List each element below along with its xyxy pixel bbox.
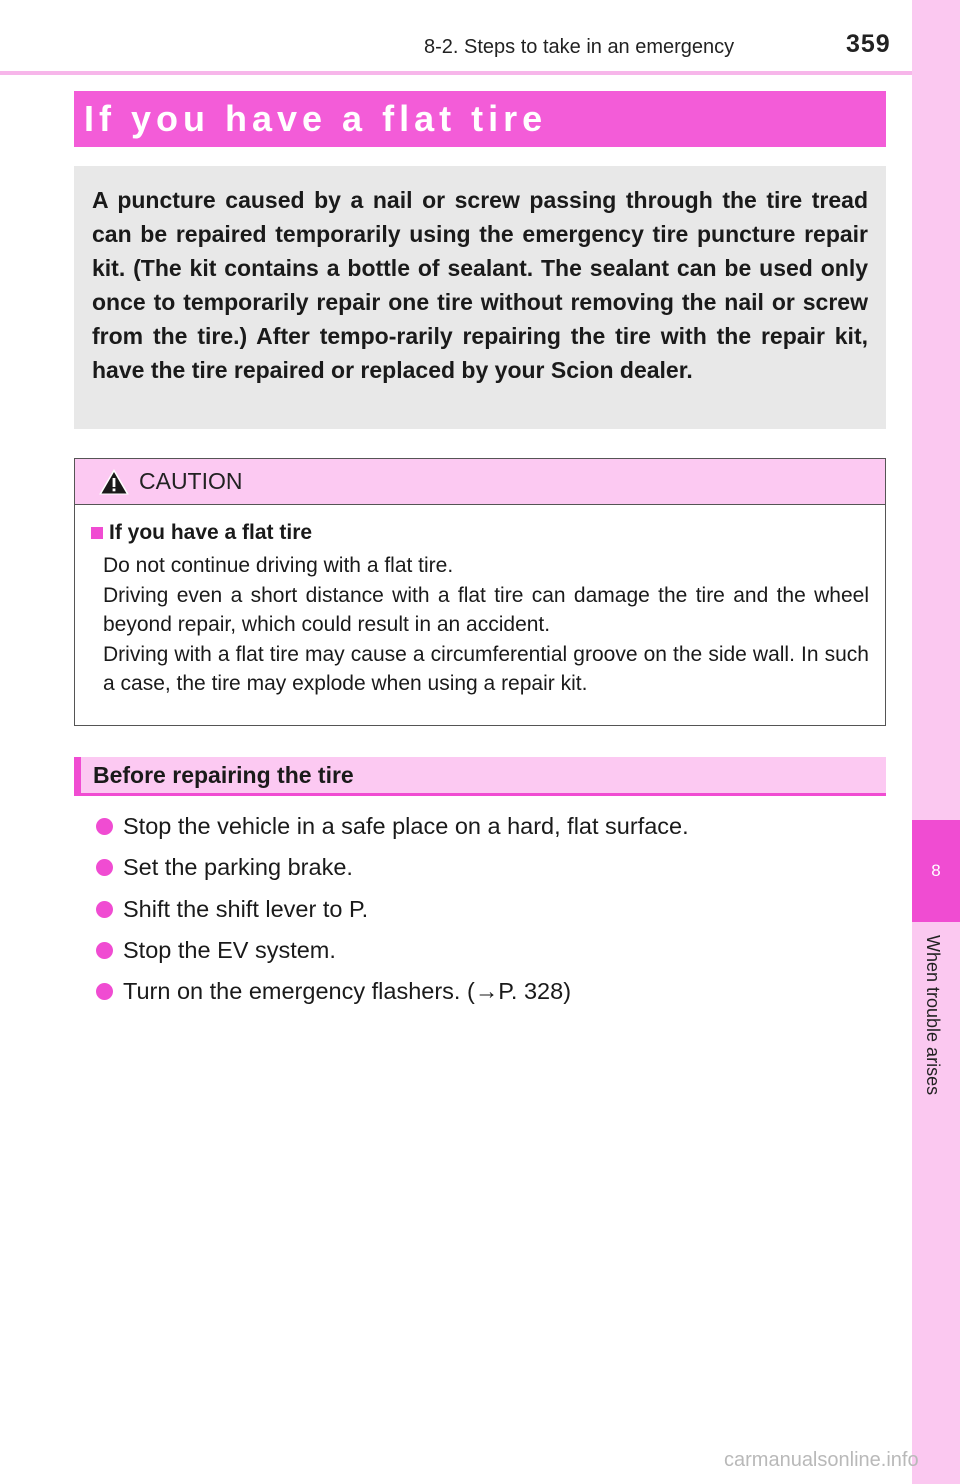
bullet-dot-icon [96,859,113,876]
caution-paragraph: Driving even a short distance with a flat tire can damage the tire and the wheel beyond repair, which could result in an accident. [103,583,869,636]
running-header-section: 8-2. Steps to take in an emergency [424,36,735,58]
list-item [96,930,689,971]
caution-paragraph: Driving with a flat tire may cause a circumferential groove on the side wall. In such a case, the tire may explode when using a repair kit. [103,642,869,695]
list-item-text: Set the parking brake. [123,854,353,881]
intro-text: A puncture caused by a nail or screw passing through the tire tread can be repaired temporarily using the emergency tire puncture repair kit. (The kit contains a bottle of sealant. The sealant can be used only once to temporarily repair one tire without removing the nail or screw from the tire.) After tempo-rarily repairing the tire with the repair kit, have the tire repaired or replaced by your Scion dealer. [92,187,868,383]
chapter-number-tab[interactable] [912,820,960,922]
list-item [96,847,689,888]
square-bullet-icon [91,527,103,539]
header-rule [0,71,912,75]
caution-header [75,459,885,505]
caution-body [75,505,885,699]
caution-box [74,458,886,726]
watermark: carmanualsonline.info [724,1449,919,1471]
list-item [96,806,689,847]
chapter-title: When trouble arises [923,935,943,1096]
list-item[interactable] [96,971,689,1012]
intro-box [74,166,886,429]
caution-heading-text: If you have a flat tire [109,521,313,544]
section-title: If you have a flat tire [84,98,548,139]
list-item-text: Stop the vehicle in a safe place on a hard, flat surface. [123,813,689,840]
list-item-text: Shift the shift lever to P. [123,895,369,922]
caution-heading [91,521,869,545]
chapter-number: 8 [931,861,941,880]
warning-triangle-icon [99,469,129,495]
list-item [96,889,689,930]
bullet-dot-icon [96,901,113,918]
section-title-bar [74,91,886,147]
list-item-text: Stop the EV system. [123,937,336,964]
caution-label: CAUTION [139,468,243,494]
subsection-title: Before repairing the tire [93,761,354,788]
side-tab-strip [912,0,960,1484]
bullet-dot-icon [96,818,113,835]
bullet-list [96,806,689,1012]
caution-paragraph: Do not continue driving with a flat tire. [103,554,454,577]
bullet-dot-icon [96,942,113,959]
subsection-header [74,757,886,796]
list-item-text: Turn on the emergency flashers. (→P. 328) [123,978,572,1005]
page-number: 359 [846,30,891,58]
bullet-dot-icon [96,983,113,1000]
